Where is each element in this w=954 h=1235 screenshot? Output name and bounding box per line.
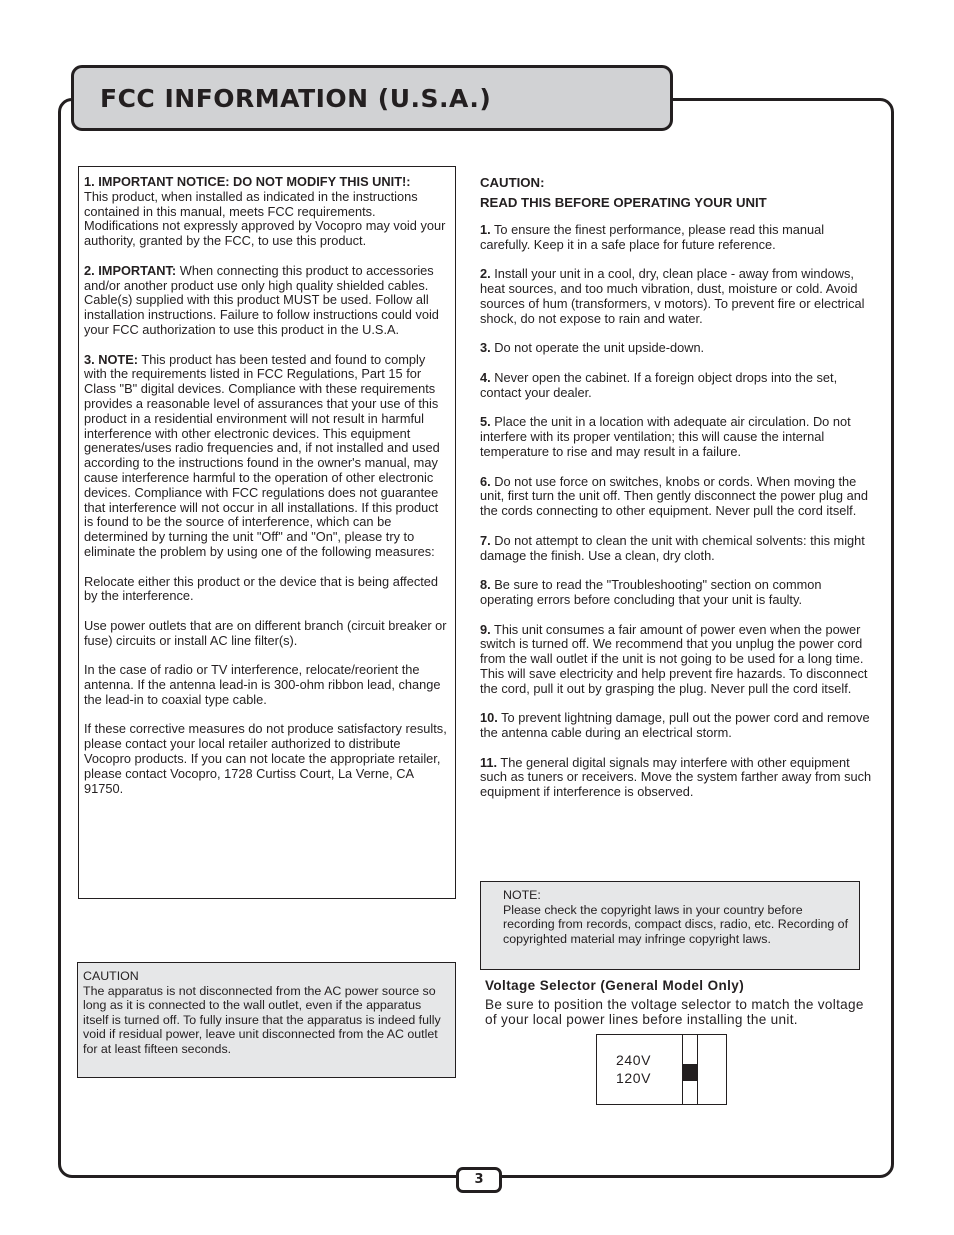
caution-item-1: 1. To ensure the finest performance, please read this manual carefully. Keep it in a safe place for future reference. [480,222,825,252]
voltage-option-240: 240V [616,1052,652,1068]
voltage-option-120: 120V [616,1070,652,1086]
caution-item-10: 10. To prevent lightning damage, pull out the power cord and remove the antenna cable during an electrical storm. [480,710,870,741]
fcc-item-1-lead: 1. IMPORTANT NOTICE: DO NOT MODIFY THIS UNIT!: [84,174,411,189]
fcc-measure-2: Use power outlets that are on different branch (circuit breaker or fuse) circuits or install AC line filter(s). [84,617,447,648]
fcc-notice-box [78,166,456,899]
selector-knob [683,1064,698,1081]
caution-heading-1: CAUTION: [480,175,545,190]
page-title: FCC INFORMATION (U.S.A.) [100,84,492,113]
operating-caution [480,173,876,815]
caution-item-6: 6. Do not use force on switches, knobs or cords. When moving the unit, first turn the unit off. Then gently disconnect the power plug and the cords connecting to other equipment. Never pull the cord itself. [480,473,868,519]
caution-item-8: 8. Be sure to read the "Troubleshooting" section on common operating errors before concluding that your unit is faulty. [480,577,822,607]
fcc-measure-3: In the case of radio or TV interference, relocate/reorient the antenna. If the antenna lead-in is 300-ohm ribbon lead, change the lead-in to coaxial type cable. [84,662,441,707]
caution-item-5: 5. Place the unit in a location with adequate air circulation. Do not interfere with its proper ventilation; this will cause the internal temperature to rise and may result in a failure. [480,414,851,459]
fcc-item-3-lead: 3. NOTE: [84,351,139,367]
ac-caution-title: CAUTION [83,969,139,983]
caution-item-2: 2. Install your unit in a cool, dry, clean place - away from windows, heat sources, and too much vibration, dust, moisture or cold. Avoid sources of hum (transformers, v motors). To prevent fire or electrical shock, do not expose to rain and water. [480,266,865,326]
fcc-item-3-text: This product has been tested and found to comply with the requirements listed in FCC Regulations, Part 15 for Class "B" digital devices. Compliance with these requirements provides a reasonable level of assurances that your use of this product in a residential environment will not result in harmful interference with other electronic devices. This equipment generates/uses radio frequencies and, if not installed and used according to the instructions found in the owner's manual, may cause interference harmful to the operation of other electronic devices. Compliance with FCC regulations does not guarantee that interference will not occur in all installations. If this product is found to be the source of interference, which can be determined by turning the unit "Off" and "On", please try to eliminate the problem by using one of the following measures: [84,351,440,559]
fcc-item-1-text: This product, when installed as indicated in the instructions contained in this manual, meets FCC requirements. Modifications not expressly approved by Vocopro may void your authority, granted by the FCC, to use this product. [84,188,446,249]
voltage-selector-text: Be sure to position the voltage selector to match the voltage of your local power lines before installing the unit. [485,997,864,1027]
fcc-item-2-lead: 2. IMPORTANT: [84,262,177,278]
title-banner [71,65,673,131]
fcc-measure-4: If these corrective measures do not produce satisfactory results, please contact your local retailer authorized to distribute Vocopro products. If you can not locate the appropriate retailer, please contact Vocopro, 1728 Curtiss Court, La Verne, CA 91750. [84,721,447,796]
fcc-item-1 [84,175,450,249]
fcc-item-2-text: When connecting this product to accessories and/or another product use only high quality shielded cables. Cable(s) supplied with this product MUST be used. Follow all installation instructions. Failure to follow instructions could void your FCC authorization to use this product in the U.S.A. [84,262,439,337]
ac-caution-box [77,962,456,1078]
voltage-selector-diagram [596,1034,727,1105]
copyright-note-box [480,881,860,970]
caution-heading-2: READ THIS BEFORE OPERATING YOUR UNIT [480,195,767,210]
caution-item-4: 4. Never open the cabinet. If a foreign object drops into the set, contact your dealer. [480,369,838,400]
caution-item-7: 7. Do not attempt to clean the unit with chemical solvents: this might damage the finish. Use a clean, dry cloth. [480,532,865,563]
caution-item-9: 9. This unit consumes a fair amount of power even when the power switch is turned off. We recommend that you unplug the power cord from the wall outlet if the unit is not going to be used for a long time. This will save electricity and help prevent fire hazards. To disconnect the cord, pull it out by grasping the plug. Never pull the cord itself. [480,621,868,696]
voltage-selector-heading: Voltage Selector (General Model Only) [485,978,745,993]
caution-item-11: 11. The general digital signals may interfere with other equipment such as tuners or receivers. Move the system farther away from such equipment if interference is observed. [480,754,872,800]
page-number: 3 [456,1167,502,1193]
fcc-item-3 [84,353,450,560]
caution-item-3: 3. Do not operate the unit upside-down. [480,340,705,356]
fcc-item-2 [84,264,450,338]
copyright-note-title: NOTE: [503,888,541,902]
caution-heading [480,173,876,213]
copyright-note-text: Please check the copyright laws in your country before recording from records, compact discs, radio, etc. Recording of copyrighted material may infringe copyright laws. [503,902,849,946]
fcc-measure-1: Relocate either this product or the device that is being affected by the interference. [84,573,439,604]
ac-caution-text: The apparatus is not disconnected from the AC power source so long as it is connected to the wall outlet, even if the apparatus itself is turned off. To fully insure that the apparatus is indeed fully void if residual power, leave unit disconnected from the AC outlet for at least fifteen seconds. [83,983,441,1056]
